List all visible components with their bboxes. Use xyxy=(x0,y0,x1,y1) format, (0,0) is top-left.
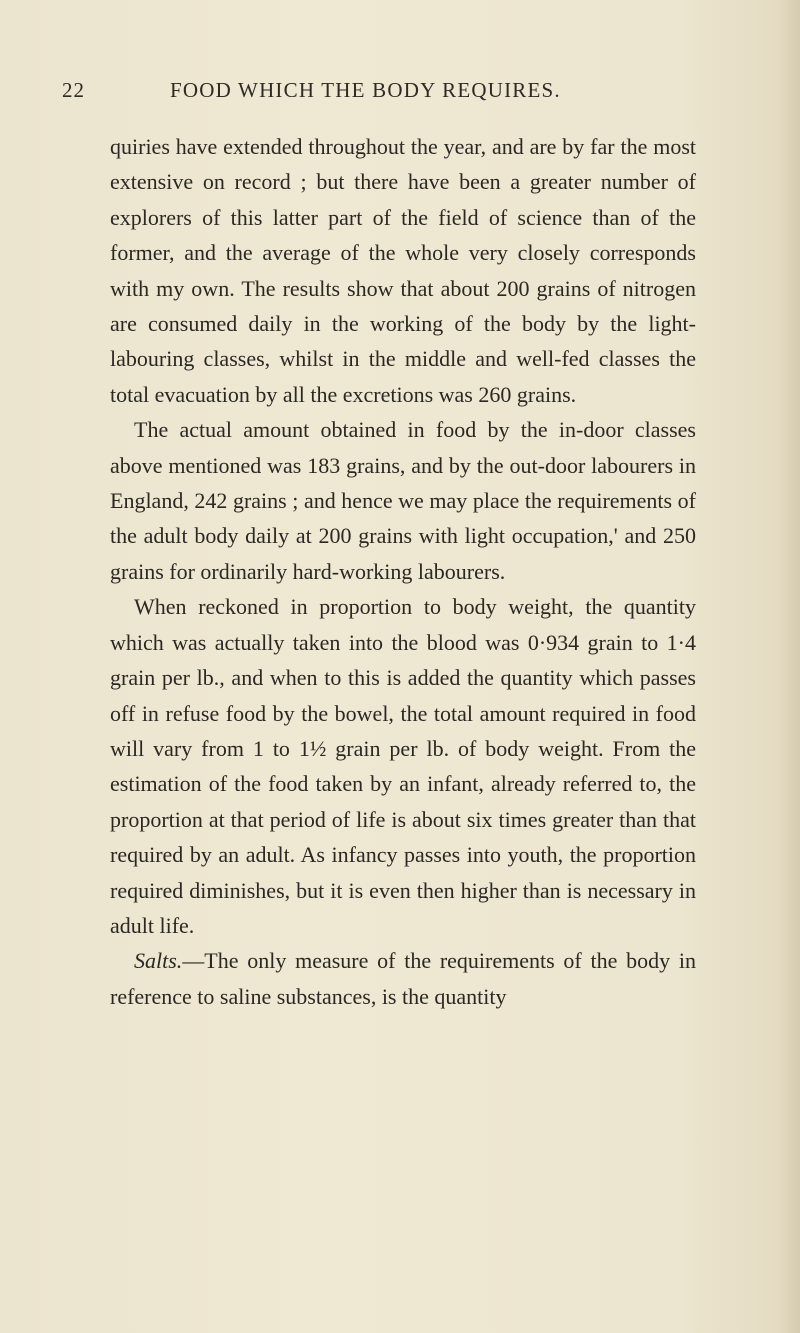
section-lead-salts: Salts. xyxy=(134,948,183,974)
page-number: 22 xyxy=(62,78,85,102)
paragraph-1: quiries have extended throughout the year, and are by far the most extensive on record ; but there have been a greater number of explorers of this latter part of the field of science than of the former, and the average of the whole very closely corresponds with my own. The results show that about 200 grains of nitrogen are consumed daily in the working of the body by the light-labouring classes, whilst in the middle and well-fed classes the total evacuation by all the excretions was 260 grains. xyxy=(110,134,696,407)
paragraph-4-text: —The only measure of the requirements of the body in reference to saline substances, is the quantity xyxy=(110,948,696,1009)
page-edge-shadow xyxy=(778,0,800,1333)
running-title: FOOD WHICH THE BODY REQUIRES. xyxy=(170,78,561,102)
running-header xyxy=(62,78,652,103)
paragraph-2: The actual amount obtained in food by the in-door classes above mentioned was 183 grains, and by the out-door labourers in England, 242 grains ; and hence we may place the requirements of the adult body daily at 200 grains with light occupation,' and 250 grains for ordinarily hard-working labourers. xyxy=(110,417,696,584)
paragraph-3: When reckoned in proportion to body weight, the quantity which was actually taken into the blood was 0·934 grain to 1·4 grain per lb., and when to this is added the quantity which passes off in refuse food by the bowel, the total amount required in food will vary from 1 to 1½ grain per lb. of body weight. From the estimation of the food taken by an infant, already referred to, the proportion at that period of life is about six times greater than that required by an adult. As infancy passes into youth, the proportion required diminishes, but it is even then higher than is necessary in adult life. xyxy=(110,594,696,938)
paragraph-4 xyxy=(110,943,696,1014)
body-text xyxy=(110,129,696,1014)
